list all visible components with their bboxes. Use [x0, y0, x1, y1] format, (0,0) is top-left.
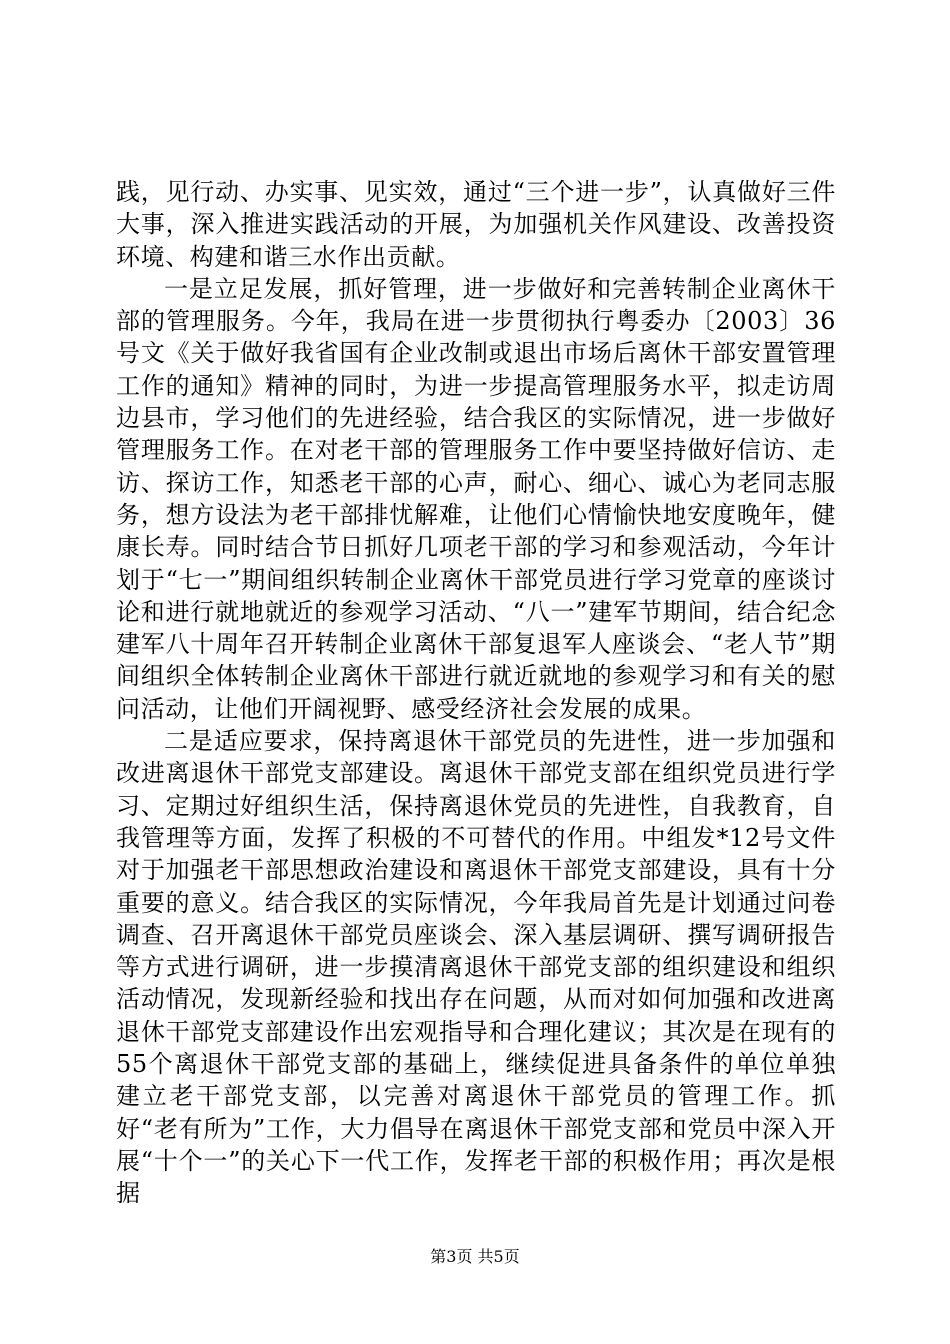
paragraph-continuation: 践，见行动、办实事、见实效，通过“三个进一步”，认真做好三件大事，深入推进实践活动的开展，为加强机关作风建设、改善投资环境、构建和谐三水作出贡献。 [116, 178, 836, 271]
paragraph-item-two: 二是适应要求，保持离退休干部党员的先进性，进一步加强和改进离退休干部党支部建设。离退休干部党支部在组织党员进行学习、定期过好组织生活，保持离退休党员的先进性，自我教育，自我管理等方面，发挥了积极的不可替代的作用。中组发*12号文件对于加强老干部思想政治建设和离退休干部党支部建设，具有十分重要的意义。结合我区的实际情况，今年我局首先是计划通过问卷调查、召开离退休干部党员座谈会、深入基层调研、撰写调研报告等方式进行调研，进一步摸清离退休干部党支部的组织建设和组织活动情况，发现新经验和找出存在问题，从而对如何加强和改进离退休干部党支部建设作出宏观指导和合理化建议；其次是在现有的55个离退休干部党支部的基础上，继续促进具备条件的单位单独建立老干部党支部，以完善对离退休干部党员的管理工作。抓好“老有所为”工作，大力倡导在离退休干部党支部和党员中深入开展“十个一”的关心下一代工作，发挥老干部的积极作用；再次是根据 [116, 727, 836, 1208]
page-number-footer: 第3页 共5页 [430, 1247, 520, 1266]
document-body [116, 176, 836, 1210]
paragraph-item-one: 一是立足发展，抓好管理，进一步做好和完善转制企业离休干部的管理服务。今年，我局在进一步贯彻执行粤委办〔2003〕36号文《关于做好我省国有企业改制或退出市场后离休干部安置管理工作的通知》精神的同时，为进一步提高管理服务水平，拟走访周边县市，学习他们的先进经验，结合我区的实际情况，进一步做好管理服务工作。在对老干部的管理服务工作中要坚持做好信访、走访、探访工作，知悉老干部的心声，耐心、细心、诚心为老同志服务，想方设法为老干部排忧解难，让他们心情愉快地安度晚年，健康长寿。同时结合节日抓好几项老干部的学习和参观活动，今年计划于“七一”期间组织转制企业离休干部党员进行学习党章的座谈讨论和进行就地就近的参观学习活动、“八一”建军节期间，结合纪念建军八十周年召开转制企业离休干部复退军人座谈会、“老人节”期间组织全体转制企业离休干部进行就近就地的参观学习和有关的慰问活动，让他们开阔视野、感受经济社会发展的成果。 [116, 274, 836, 723]
